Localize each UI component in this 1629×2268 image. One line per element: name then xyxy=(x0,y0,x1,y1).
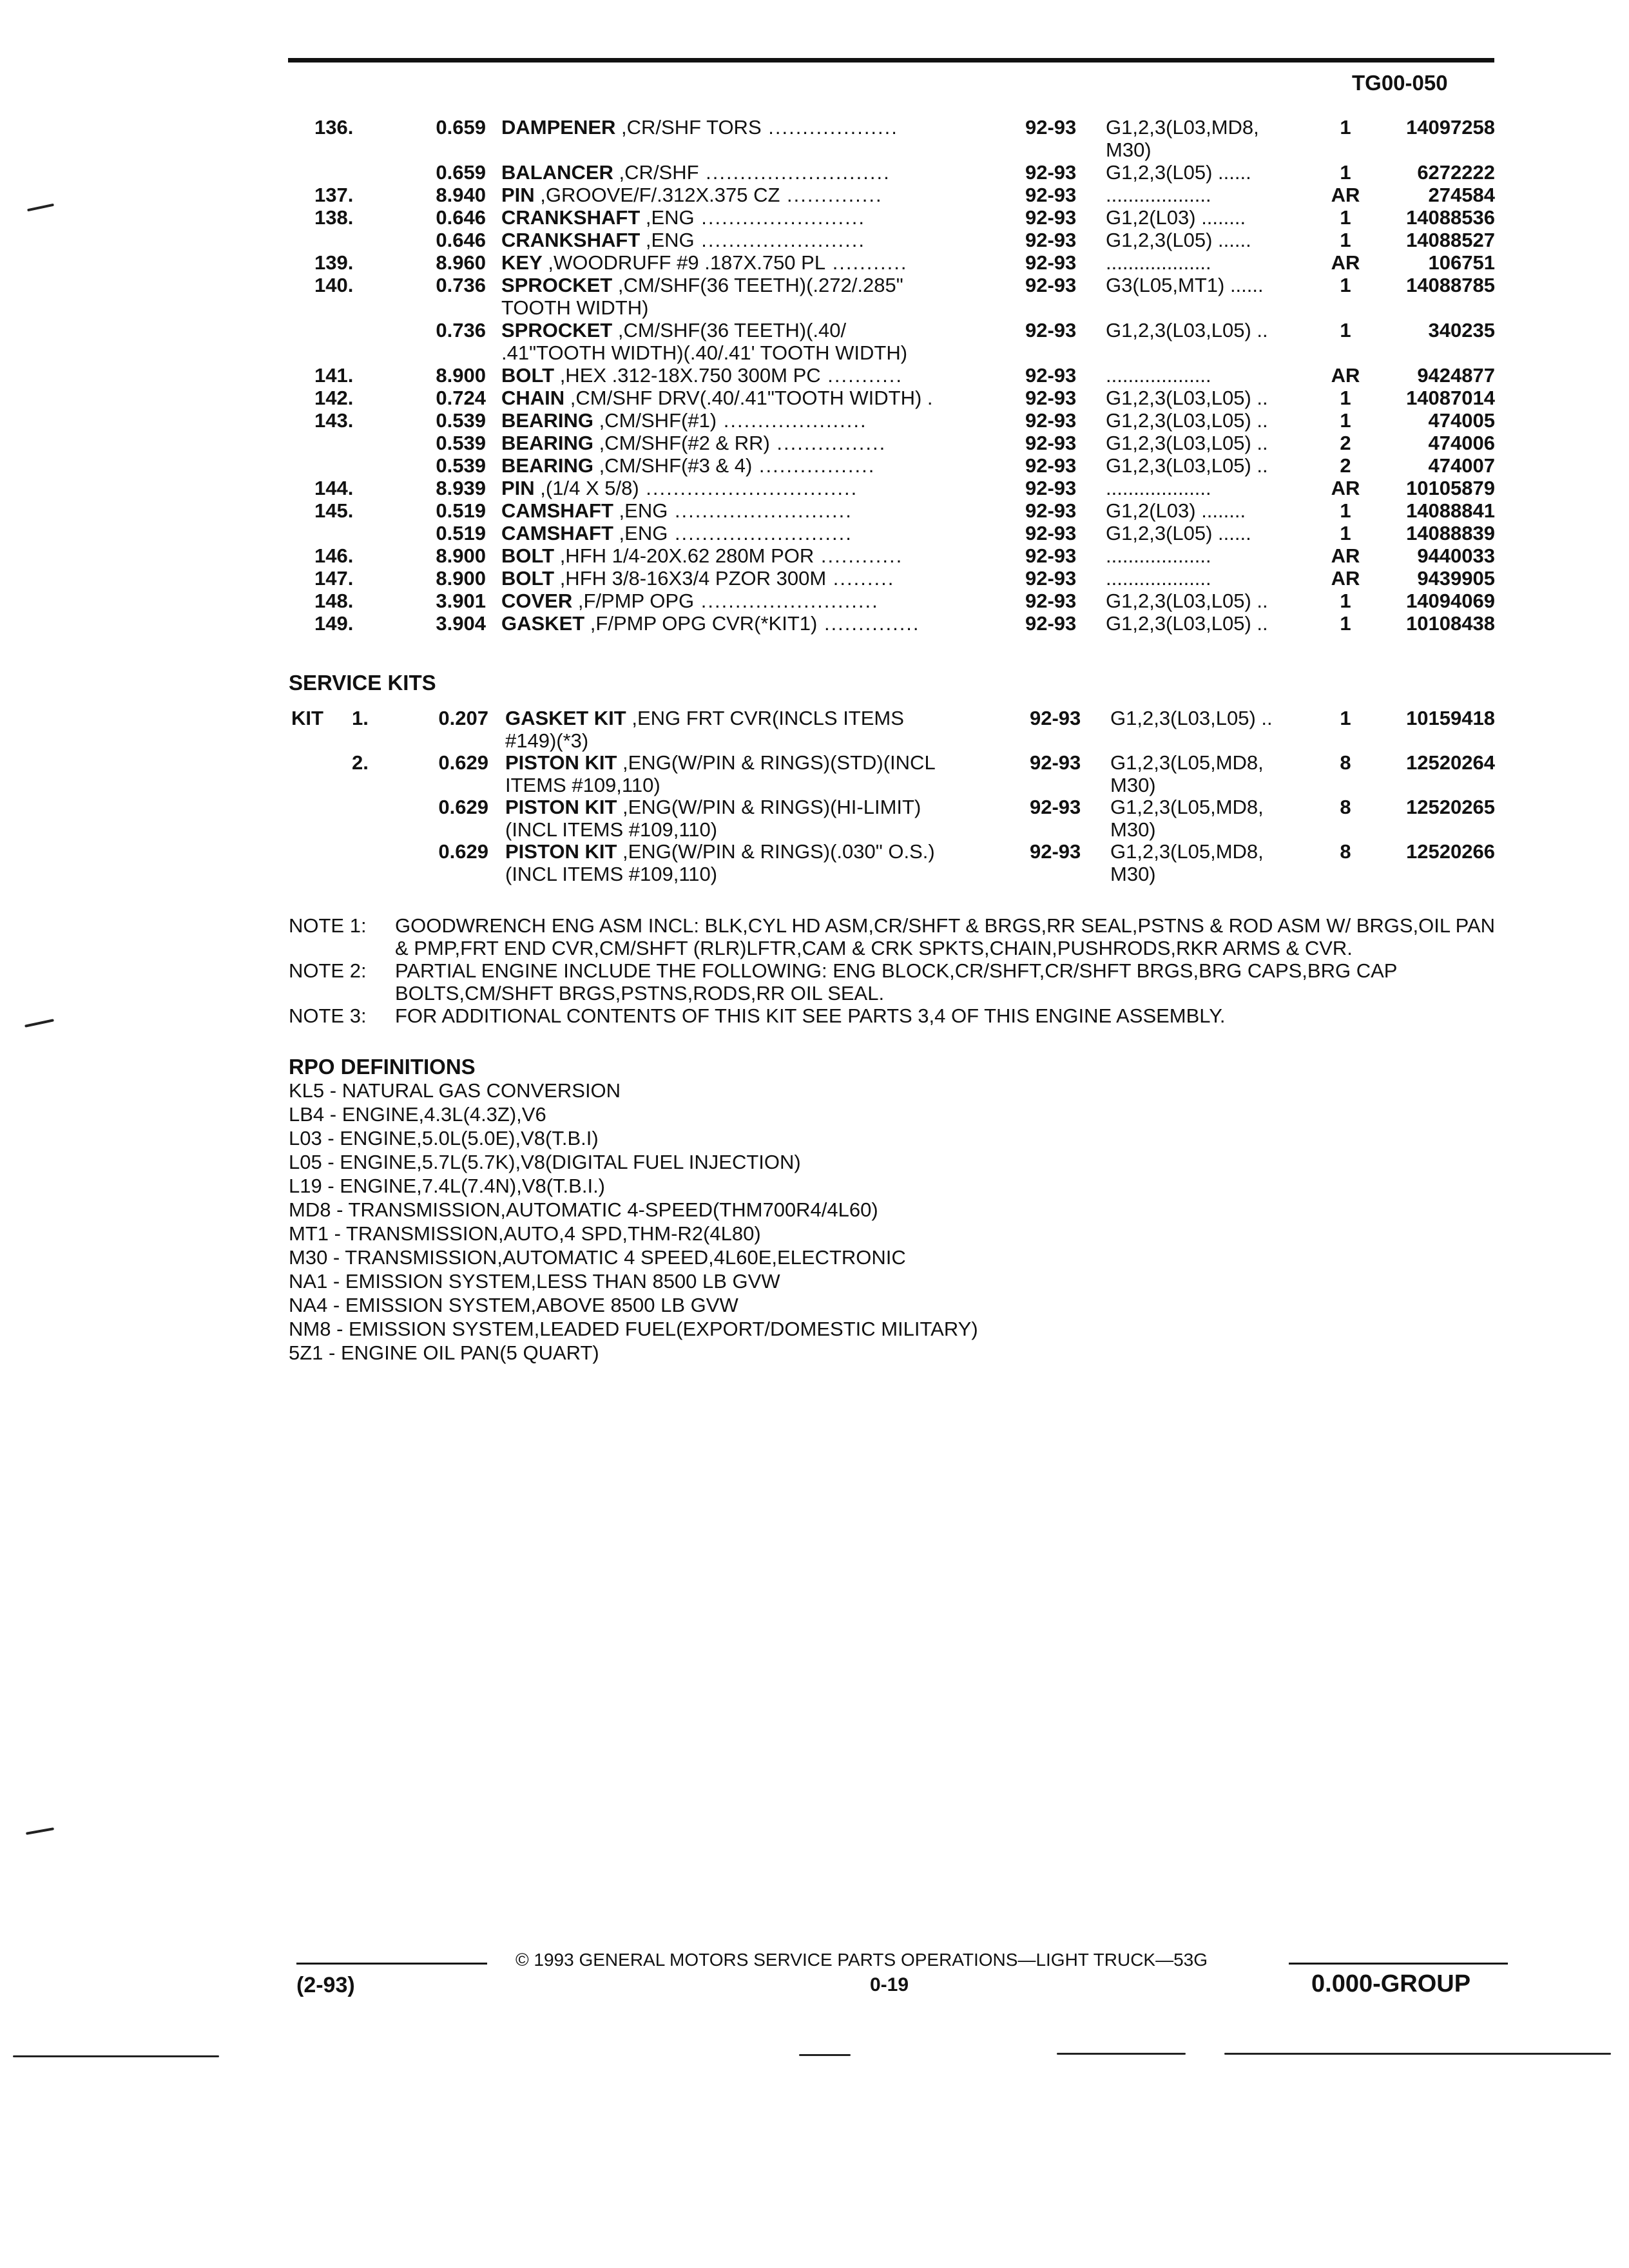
group-number: 8.900 xyxy=(436,567,486,590)
model-years: 92-93 xyxy=(1025,274,1077,296)
part-number: 14088841 xyxy=(1406,499,1495,522)
usage-application: ................... xyxy=(1106,544,1211,567)
quantity: 1 xyxy=(1340,319,1351,341)
part-number: 14088536 xyxy=(1406,206,1495,229)
usage-application: ................... xyxy=(1106,477,1211,499)
usage-application: G1,2,3(L05) ...... xyxy=(1106,522,1251,544)
model-years: 92-93 xyxy=(1025,184,1077,206)
leader-dots: ........................ xyxy=(694,229,865,251)
part-name: KEY xyxy=(501,251,543,274)
rpo-item: MD8 - TRANSMISSION,AUTOMATIC 4-SPEED(THM700R4/4L60) xyxy=(289,1198,878,1221)
quantity: 1 xyxy=(1340,274,1351,296)
group-number: 8.900 xyxy=(436,544,486,567)
part-number: 12520265 xyxy=(1406,796,1495,818)
model-years: 92-93 xyxy=(1025,544,1077,567)
quantity: 1 xyxy=(1340,590,1351,612)
rpo-item: L03 - ENGINE,5.0L(5.0E),V8(T.B.I) xyxy=(289,1127,599,1149)
rpo-item: LB4 - ENGINE,4.3L(4.3Z),V6 xyxy=(289,1103,546,1126)
part-name: SPROCKET xyxy=(501,319,613,341)
group-number: 0.539 xyxy=(436,454,486,477)
quantity: 1 xyxy=(1340,409,1351,432)
group-number: 8.939 xyxy=(436,477,486,499)
part-detail: ,ENG xyxy=(640,206,695,229)
quantity: 2 xyxy=(1340,432,1351,454)
note-label: NOTE 3: xyxy=(289,1004,367,1027)
scan-mark xyxy=(26,1827,54,1835)
note-label: NOTE 1: xyxy=(289,914,367,937)
leader-dots: .......................... xyxy=(668,522,853,544)
group-number: 0.629 xyxy=(438,796,488,818)
table-row xyxy=(289,274,1507,319)
document-code: TG00-050 xyxy=(1352,71,1448,95)
usage-application: G1,2,3(L05) ...... xyxy=(1106,229,1251,251)
part-detail: ,HFH 1/4-20X.62 280M POR xyxy=(554,544,815,567)
group-number: 0.659 xyxy=(436,161,486,184)
group-number: 0.629 xyxy=(438,840,488,863)
part-detail: ,CR/SHF TORS xyxy=(615,116,762,139)
part-name: BOLT xyxy=(501,364,555,387)
part-number: 9439905 xyxy=(1417,567,1495,590)
group-number: 0.646 xyxy=(436,229,486,251)
usage-application: G1,2,3(L03,L05) .. xyxy=(1106,387,1268,409)
part-detail: ,F/PMP OPG xyxy=(572,590,695,612)
quantity: 1 xyxy=(1340,116,1351,139)
table-row xyxy=(289,567,1507,590)
notes-section xyxy=(289,914,1507,1027)
group-number: 3.901 xyxy=(436,590,486,612)
rpo-item: M30 - TRANSMISSION,AUTOMATIC 4 SPEED,4L60E,ELECTRONIC xyxy=(289,1246,906,1269)
part-detail: ,CM/SHF(#1) xyxy=(593,409,717,432)
part-number: 14087014 xyxy=(1406,387,1495,409)
quantity: 2 xyxy=(1340,454,1351,477)
top-rule xyxy=(288,58,1494,62)
rpo-list xyxy=(289,1079,1507,1365)
service-kits-heading: SERVICE KITS xyxy=(289,671,436,695)
footer-group: 0.000-GROUP xyxy=(1311,1970,1471,1997)
part-number: 106751 xyxy=(1428,251,1495,274)
part-number: 474006 xyxy=(1428,432,1495,454)
part-name: CAMSHAFT xyxy=(501,522,613,544)
usage-application: G1,2,3(L03,L05) .. xyxy=(1106,319,1268,341)
rpo-heading: RPO DEFINITIONS xyxy=(289,1055,476,1079)
usage-application: G1,2,3(L05,MD8, M30) xyxy=(1110,840,1264,885)
part-number: 14094069 xyxy=(1406,590,1495,612)
leader-dots: ............................... xyxy=(639,477,858,499)
part-name: PIN xyxy=(501,477,535,499)
part-number: 9440033 xyxy=(1417,544,1495,567)
kit-label xyxy=(291,707,420,729)
group-number: 0.736 xyxy=(436,319,486,341)
model-years: 92-93 xyxy=(1025,409,1077,432)
table-row xyxy=(289,499,1507,522)
rpo-item: L05 - ENGINE,5.7L(5.7K),V8(DIGITAL FUEL INJECTION) xyxy=(289,1151,801,1173)
quantity: 1 xyxy=(1340,161,1351,184)
item-number: 137. xyxy=(314,184,354,206)
item-number: 148. xyxy=(314,590,354,612)
item-number: 144. xyxy=(314,477,354,499)
part-detail: ,CM/SHF(#2 & RR) xyxy=(593,432,770,454)
part-number: 6272222 xyxy=(1417,161,1495,184)
model-years: 92-93 xyxy=(1025,567,1077,590)
group-number: 0.539 xyxy=(436,409,486,432)
note xyxy=(289,959,1507,1004)
part-detail: ,CM/SHF(36 TEETH)(.272/.285" TOOTH WIDTH) xyxy=(501,274,903,319)
item-number: 146. xyxy=(314,544,354,567)
kit-name: GASKET KIT xyxy=(505,707,626,729)
model-years: 92-93 xyxy=(1025,364,1077,387)
leader-dots: .......................... xyxy=(668,499,853,522)
model-years: 92-93 xyxy=(1030,707,1081,729)
group-number: 0.207 xyxy=(438,707,488,729)
leader-dots: ................ xyxy=(769,432,887,454)
part-name: BEARING xyxy=(501,454,593,477)
note-text: FOR ADDITIONAL CONTENTS OF THIS KIT SEE PARTS 3,4 OF THIS ENGINE ASSEMBLY. xyxy=(395,1004,1226,1027)
leader-dots: ........................ xyxy=(694,206,865,229)
usage-application: G1,2,3(L03,L05) .. xyxy=(1106,590,1268,612)
model-years: 92-93 xyxy=(1030,796,1081,818)
usage-application: G1,2(L03) ........ xyxy=(1106,206,1246,229)
table-row xyxy=(289,229,1507,251)
model-years: 92-93 xyxy=(1025,251,1077,274)
part-name: BOLT xyxy=(501,544,555,567)
usage-application: G1,2,3(L03,L05) .. xyxy=(1106,612,1268,635)
item-number: 142. xyxy=(314,387,354,409)
quantity: 1 xyxy=(1340,707,1351,729)
scan-mark xyxy=(13,2055,219,2057)
kit-detail: ,ENG(W/PIN & RINGS)(.030" O.S.) (INCL ITEMS #109,110) xyxy=(505,840,935,885)
table-row xyxy=(289,477,1507,499)
item-number: 141. xyxy=(314,364,354,387)
part-name: CHAIN xyxy=(501,387,565,409)
quantity: AR xyxy=(1331,251,1360,274)
part-name: CRANKSHAFT xyxy=(501,206,641,229)
model-years: 92-93 xyxy=(1025,477,1077,499)
kit-number: 1. xyxy=(352,707,369,729)
part-number: 10105879 xyxy=(1406,477,1495,499)
group-number: 0.519 xyxy=(436,499,486,522)
part-number: 9424877 xyxy=(1417,364,1495,387)
kit-name: PISTON KIT xyxy=(505,796,617,818)
kit-row xyxy=(289,796,1507,840)
group-number: 0.539 xyxy=(436,432,486,454)
usage-application: G1,2,3(L05,MD8, M30) xyxy=(1110,796,1264,841)
usage-application: G1,2,3(L03,L05) .. xyxy=(1106,409,1268,432)
part-name: BALANCER xyxy=(501,161,613,184)
kit-row xyxy=(289,751,1507,796)
quantity: 1 xyxy=(1340,612,1351,635)
part-number: 14088785 xyxy=(1406,274,1495,296)
model-years: 92-93 xyxy=(1025,522,1077,544)
part-number: 14097258 xyxy=(1406,116,1495,139)
part-detail: ,ENG xyxy=(613,522,668,544)
footer-copyright: © 1993 GENERAL MOTORS SERVICE PARTS OPERATIONS—LIGHT TRUCK—53G xyxy=(516,1950,1208,1970)
group-number: 3.904 xyxy=(436,612,486,635)
item-number: 140. xyxy=(314,274,354,296)
table-row xyxy=(289,590,1507,612)
leader-dots: ................... xyxy=(761,116,898,139)
kit-name: PISTON KIT xyxy=(505,751,617,774)
table-row xyxy=(289,544,1507,567)
part-detail: ,F/PMP OPG CVR(*KIT1) xyxy=(584,612,818,635)
note xyxy=(289,1004,1507,1027)
kit-row xyxy=(289,707,1507,751)
group-number: 0.659 xyxy=(436,116,486,139)
table-row xyxy=(289,612,1507,635)
part-detail: ,ENG xyxy=(613,499,668,522)
note xyxy=(289,914,1507,959)
model-years: 92-93 xyxy=(1025,387,1077,409)
scan-mark xyxy=(24,1019,54,1027)
rpo-item: NA4 - EMISSION SYSTEM,ABOVE 8500 LB GVW xyxy=(289,1294,738,1316)
page-number: 0-19 xyxy=(870,1974,909,1995)
usage-application: G3(L05,MT1) ...... xyxy=(1106,274,1264,296)
part-detail: ,HEX .312-18X.750 300M PC xyxy=(554,364,821,387)
usage-application: G1,2,3(L03,L05) .. xyxy=(1110,707,1273,729)
group-number: 0.736 xyxy=(436,274,486,296)
model-years: 92-93 xyxy=(1030,751,1081,774)
part-detail: ,WOODRUFF #9 .187X.750 PL xyxy=(542,251,826,274)
part-name: CAMSHAFT xyxy=(501,499,613,522)
note-text: PARTIAL ENGINE INCLUDE THE FOLLOWING: ENG BLOCK,CR/SHFT,CR/SHFT BRGS,BRG CAPS,BRG CAP BOLTS,CM/SHFT BRGS,PSTNS,RODS,RR OIL SEAL. xyxy=(395,959,1397,1004)
model-years: 92-93 xyxy=(1025,161,1077,184)
part-detail: ,(1/4 X 5/8) xyxy=(534,477,639,499)
model-years: 92-93 xyxy=(1025,116,1077,139)
rpo-item: KL5 - NATURAL GAS CONVERSION xyxy=(289,1079,621,1102)
part-detail: ,GROOVE/F/.312X.375 CZ xyxy=(534,184,780,206)
group-number: 0.646 xyxy=(436,206,486,229)
group-number: 8.960 xyxy=(436,251,486,274)
parts-listing xyxy=(289,116,1507,1365)
quantity: AR xyxy=(1331,544,1360,567)
rpo-item: NM8 - EMISSION SYSTEM,LEADED FUEL(EXPORT/DOMESTIC MILITARY) xyxy=(289,1318,978,1340)
group-number: 0.629 xyxy=(438,751,488,774)
usage-application: ................... xyxy=(1106,567,1211,590)
quantity: 1 xyxy=(1340,206,1351,229)
part-name: GASKET xyxy=(501,612,585,635)
usage-application: ................... xyxy=(1106,184,1211,206)
item-number: 138. xyxy=(314,206,354,229)
part-detail: ,ENG xyxy=(640,229,695,251)
group-number: 0.724 xyxy=(436,387,486,409)
item-number: 149. xyxy=(314,612,354,635)
part-number: 10159418 xyxy=(1406,707,1495,729)
part-name: DAMPENER xyxy=(501,116,616,139)
usage-application: ................... xyxy=(1106,251,1211,274)
quantity: AR xyxy=(1331,364,1360,387)
leader-dots: .............. xyxy=(817,612,920,635)
part-number: 14088527 xyxy=(1406,229,1495,251)
rpo-item: NA1 - EMISSION SYSTEM,LESS THAN 8500 LB GVW xyxy=(289,1270,780,1293)
item-number: 147. xyxy=(314,567,354,590)
group-number: 8.940 xyxy=(436,184,486,206)
usage-application: G1,2,3(L03,L05) .. xyxy=(1106,454,1268,477)
part-name: PIN xyxy=(501,184,535,206)
kit-detail: ,ENG(W/PIN & RINGS)(STD)(INCL ITEMS #109,110) xyxy=(505,751,936,796)
parts-table xyxy=(289,116,1507,635)
scan-mark xyxy=(27,204,54,212)
leader-dots: .......................... xyxy=(694,590,879,612)
table-row xyxy=(289,387,1507,409)
table-row xyxy=(289,161,1507,184)
model-years: 92-93 xyxy=(1025,319,1077,341)
kit-detail: ,ENG(W/PIN & RINGS)(HI-LIMIT) (INCL ITEMS #109,110) xyxy=(505,796,921,841)
quantity: AR xyxy=(1331,477,1360,499)
part-number: 14088839 xyxy=(1406,522,1495,544)
part-name: BEARING xyxy=(501,409,593,432)
quantity: AR xyxy=(1331,184,1360,206)
part-name: BOLT xyxy=(501,567,555,590)
quantity: 8 xyxy=(1340,751,1351,774)
part-detail: ,CM/SHF DRV(.40/.41"TOOTH WIDTH) . xyxy=(564,387,933,409)
part-name: BEARING xyxy=(501,432,593,454)
model-years: 92-93 xyxy=(1030,840,1081,863)
quantity: 8 xyxy=(1340,840,1351,863)
usage-application: G1,2,3(L05) ...... xyxy=(1106,161,1251,184)
part-detail: ,CM/SHF(36 TEETH)(.40/ .41"TOOTH WIDTH)(.40/.41' TOOTH WIDTH) xyxy=(501,319,908,364)
part-detail: ,CM/SHF(#3 & 4) xyxy=(593,454,753,477)
note-text: GOODWRENCH ENG ASM INCL: BLK,CYL HD ASM,CR/SHFT & BRGS,RR SEAL,PSTNS & ROD ASM W/ BRGS,OIL PAN & PMP,FRT END CVR,CM/SHFT (RLR)LFTR,CAM & CRK SPKTS,CHAIN,PUSHRODS,RKR ARMS & CVR. xyxy=(395,914,1496,959)
model-years: 92-93 xyxy=(1025,206,1077,229)
item-number: 143. xyxy=(314,409,354,432)
kit-number: 2. xyxy=(352,751,369,774)
quantity: 1 xyxy=(1340,387,1351,409)
group-number: 8.900 xyxy=(436,364,486,387)
part-number: 274584 xyxy=(1428,184,1495,206)
usage-application: G1,2,3(L05,MD8, M30) xyxy=(1110,751,1264,796)
table-row xyxy=(289,251,1507,274)
kit-prefix: KIT xyxy=(291,707,323,729)
leader-dots: ........... xyxy=(820,364,903,387)
item-number: 136. xyxy=(314,116,354,139)
quantity: 1 xyxy=(1340,229,1351,251)
part-name: SPROCKET xyxy=(501,274,613,296)
table-row xyxy=(289,454,1507,477)
group-number: 0.519 xyxy=(436,522,486,544)
leader-dots: ............ xyxy=(814,544,903,567)
usage-application: G1,2,3(L03,L05) .. xyxy=(1106,432,1268,454)
model-years: 92-93 xyxy=(1025,499,1077,522)
leader-dots: ........... xyxy=(825,251,908,274)
part-number: 474007 xyxy=(1428,454,1495,477)
rpo-item: 5Z1 - ENGINE OIL PAN(5 QUART) xyxy=(289,1341,599,1364)
usage-application: ................... xyxy=(1106,364,1211,387)
table-row xyxy=(289,319,1507,364)
scan-mark xyxy=(1057,2053,1186,2055)
item-number: 145. xyxy=(314,499,354,522)
usage-application: G1,2,3(L03,MD8, M30) xyxy=(1106,116,1259,161)
table-row xyxy=(289,409,1507,432)
part-number: 10108438 xyxy=(1406,612,1495,635)
leader-dots: ........................... xyxy=(699,161,891,184)
note-label: NOTE 2: xyxy=(289,959,367,982)
footer-rule xyxy=(296,1963,487,1965)
table-row xyxy=(289,116,1507,161)
quantity: AR xyxy=(1331,567,1360,590)
quantity: 8 xyxy=(1340,796,1351,818)
table-row xyxy=(289,206,1507,229)
model-years: 92-93 xyxy=(1025,229,1077,251)
service-kits-table xyxy=(289,707,1507,885)
quantity: 1 xyxy=(1340,522,1351,544)
part-name: CRANKSHAFT xyxy=(501,229,641,251)
table-row xyxy=(289,432,1507,454)
part-number: 474005 xyxy=(1428,409,1495,432)
kit-row xyxy=(289,840,1507,885)
table-row xyxy=(289,364,1507,387)
footer-rule xyxy=(1289,1963,1508,1965)
part-detail: ,CR/SHF xyxy=(613,161,699,184)
scan-mark xyxy=(1224,2053,1611,2055)
scan-mark xyxy=(799,2054,851,2056)
leader-dots: ..................... xyxy=(717,409,867,432)
part-detail: ,HFH 3/8-16X3/4 PZOR 300M xyxy=(554,567,827,590)
part-number: 12520266 xyxy=(1406,840,1495,863)
item-number: 139. xyxy=(314,251,354,274)
part-number: 340235 xyxy=(1428,319,1495,341)
model-years: 92-93 xyxy=(1025,612,1077,635)
part-number: 12520264 xyxy=(1406,751,1495,774)
table-row xyxy=(289,522,1507,544)
model-years: 92-93 xyxy=(1025,590,1077,612)
leader-dots: ......... xyxy=(826,567,895,590)
kit-name: PISTON KIT xyxy=(505,840,617,863)
part-name: COVER xyxy=(501,590,573,612)
kit-detail: ,ENG FRT CVR(INCLS ITEMS #149)(*3) xyxy=(505,707,904,752)
model-years: 92-93 xyxy=(1025,432,1077,454)
table-row xyxy=(289,184,1507,206)
quantity: 1 xyxy=(1340,499,1351,522)
rpo-item: MT1 - TRANSMISSION,AUTO,4 SPD,THM-R2(4L80) xyxy=(289,1222,761,1245)
usage-application: G1,2(L03) ........ xyxy=(1106,499,1246,522)
footer-date: (2-93) xyxy=(296,1973,355,1997)
model-years: 92-93 xyxy=(1025,454,1077,477)
leader-dots: ................. xyxy=(752,454,876,477)
leader-dots: .............. xyxy=(780,184,883,206)
rpo-item: L19 - ENGINE,7.4L(7.4N),V8(T.B.I.) xyxy=(289,1175,606,1197)
